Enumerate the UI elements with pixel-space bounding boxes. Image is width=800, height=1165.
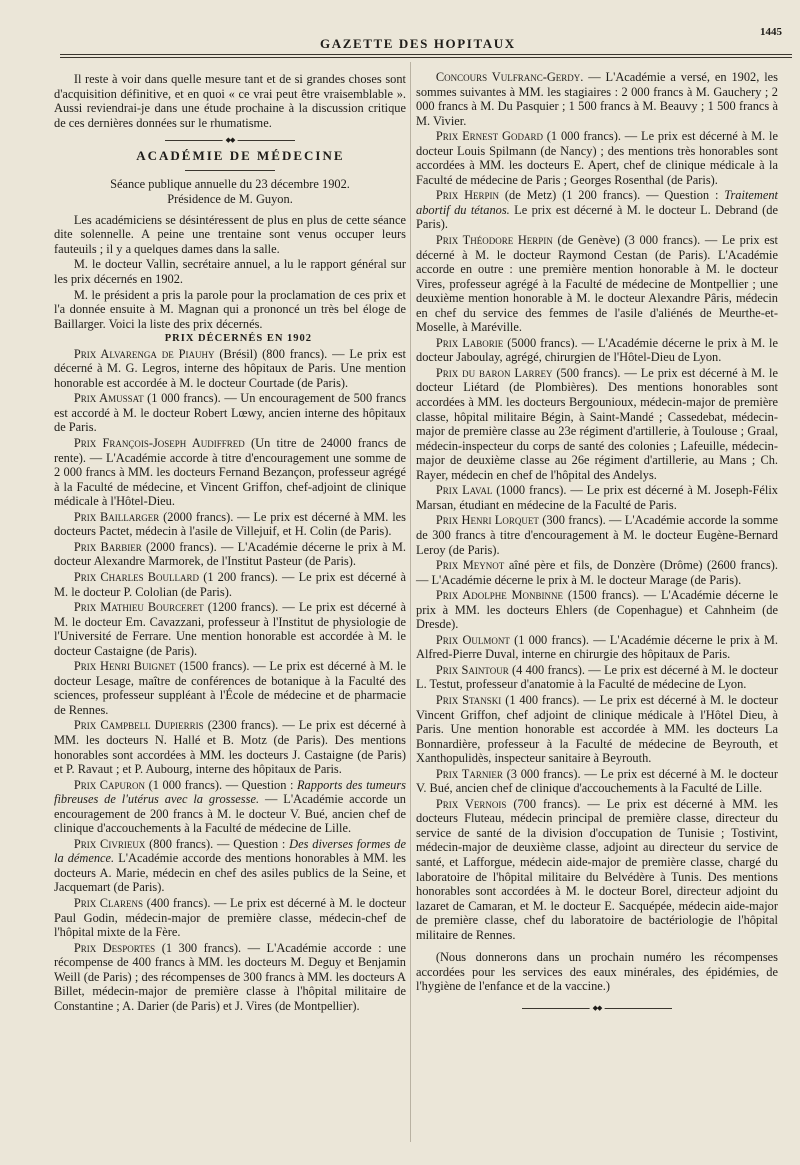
prize-name: Prix Herpin (435, 188, 500, 203)
prize-entry (54, 896, 406, 940)
prize-question: Des diverses formes de la démence. (54, 836, 406, 866)
prize-question: Rapports des tumeurs fibreuses de l'utérus avec la grossesse. (54, 777, 406, 807)
prize-entry (54, 570, 406, 599)
prize-text: (2000 francs). — Le prix est décerné à MM. les docteurs Pactet, médecin à l'asile de Villejuif, et H. Colin (de Paris). (54, 509, 406, 539)
column-separator (410, 62, 411, 1142)
prize-text-after: — L'Académie accorde un encouragement de 200 francs à M. le docteur V. Bué, ancien chef de clinique d'accouchements à la Faculté de médecine de Lille. (54, 792, 406, 836)
prize-name: Prix Baillarger (73, 509, 160, 524)
title-underline (185, 170, 275, 171)
prize-name: Prix du baron Larrey (435, 365, 553, 380)
prize-text: (800 francs). — Question : (145, 836, 290, 851)
prize-name: Prix Adolphe Monbinne (435, 588, 564, 603)
prize-name: Prix Laborie (435, 335, 504, 350)
prize-entry (54, 347, 406, 391)
prize-text: (4 400 francs). — Le prix est décerné à M. le docteur L. Testut, professeur d'anatomie à la Faculté de médecine de Lyon. (416, 662, 778, 692)
prize-entry (54, 837, 406, 895)
prize-name: Prix Tarnier (435, 766, 503, 781)
prize-name: Prix Vernois (435, 796, 507, 811)
prize-name: Prix Campbell Dupierris (73, 718, 204, 733)
prize-entry (54, 778, 406, 836)
prize-entry (416, 633, 778, 662)
prize-entry (416, 336, 778, 365)
prize-text: . — L'Académie a versé, en 1902, les sommes suivantes à MM. les stagiaires : 2 000 francs à M. Gauchery ; 2 000 francs à M. Du Pasquier ; 1 500 francs à M. Beauvy ; 1 500 francs à M. Vivier. (416, 70, 778, 128)
prize-name: Prix Saintour (435, 662, 509, 677)
prize-name: Prix Alvarenga de Piauhy (73, 346, 215, 361)
prize-name: Prix Oulmont (435, 632, 510, 647)
prize-text: (de Genève) (3 000 francs). — Le prix est décerné à M. le docteur Raymond Cestan (de Paris). L'Académie accorde en outre : une première mention honorable à M. le docteur Vires, professeur agrégé à la Faculté de médecine de Montpellier ; une deuxième mention honorable à M. le docteur Alexandre Pâris, médecin en chef du service des femmes de l'asile d'aliénés de Meurthe-et-Moselle, à Maréville. (416, 233, 778, 335)
body-paragraph: M. le président a pris la parole pour la proclamation de ces prix et l'a donnée ensuite à M. Magnan qui a prononcé un très bel éloge de Baillarger. Voici la liste des prix décernés. (54, 287, 406, 331)
prize-text: (2000 francs). — L'Académie décerne le prix à M. docteur Alexandre Marmorek, de l'Institut Pasteur (de Paris). (54, 539, 406, 569)
prize-text: (1 000 francs). — Question : (145, 777, 297, 792)
seance-line: Séance publique annuelle du 23 décembre 1902. (110, 176, 350, 191)
prize-entry (416, 513, 778, 557)
prize-text: (3 000 francs). — Le prix est décerné à M. le docteur V. Bué, ancien chef de clinique d'accouchements à la Faculté de Lille. (416, 766, 778, 796)
prize-entry (416, 233, 778, 335)
prize-text: (400 francs). — Le prix est décerné à M. le docteur Paul Godin, médecin-major de première classe, médecin-chef de l'hôpital mixte de la Fère. (54, 895, 406, 940)
prize-entry (54, 718, 406, 776)
prize-name: Prix Capuron (73, 777, 146, 792)
prize-entry (54, 510, 406, 539)
prize-entry (54, 540, 406, 569)
page-number: 1445 (760, 26, 782, 38)
prize-text: (2300 francs). — Le prix est décerné à MM. les docteurs N. Hallé et B. Motz (de Paris). Des mentions honorables sont accordées à MM. les docteurs J. Castaigne (de Paris) et P. Ravaut ; et P. Aubourg, interne des hôpitaux de Paris. (54, 718, 406, 777)
body-paragraph: Les académiciens se désintéressent de plus en plus de cette séance dite solennelle. A peine une trentaine sont venus occuper leurs fauteuils ; il y a quelques dames dans la salle. (54, 212, 406, 256)
prize-text: (1 400 francs). — Le prix est décerné à M. le docteur Vincent Griffon, chef adjoint de clinique médicale à l'Hôtel Dieu, à Paris. Une mention honorable est accordée à MM. les docteurs La Bonnardière, professeur à la Faculté de médecine de Beyrouth, et Xanthopulidès, inspecteur sanitaire à Beyrouth. (416, 692, 778, 766)
prizes-heading: PRIX DÉCERNÉS EN 1902 (164, 333, 313, 345)
prize-question: Traitement abortif du tétanos. (416, 188, 778, 217)
prize-text: (1 000 francs). — Le prix est décerné à M. le docteur Louis Spilmann (de Nancy) ; des mentions très honorables sont accordées à MM. les docteurs E. Apert, chef de clinique médicale à la Faculté de médecine de Paris ; Georges Rosenthal (de Paris). (416, 129, 778, 187)
prize-entry (54, 659, 406, 717)
header-rule (60, 54, 792, 58)
prize-name: Prix Théodore Herpin (435, 233, 553, 248)
prize-text-after: L'Académie accorde des mentions honorables à MM. les docteurs A. Marie, médecin en chef des asiles publics de la Seine, et Jacquemart (de Paris). (54, 851, 407, 895)
prize-text: (5000 francs). — L'Académie décerne le prix à M. le docteur Jaboulay, agrégé, chirurgien de l'Hôtel-Dieu de Lyon. (416, 335, 778, 365)
prize-name: Prix Laval (435, 483, 493, 498)
prize-entry (416, 366, 778, 482)
prize-name: Concours Vulfranc-Gerdy (435, 70, 581, 84)
section-divider (165, 140, 295, 141)
prize-entry (54, 436, 406, 509)
prize-entry (416, 663, 778, 692)
prize-entry (54, 600, 406, 658)
prize-text: (500 francs). — Le prix est décerné à M. le docteur Liétard (de Plombières). Des mentions honorables sont accordées à MM. les docteurs Bergounioux, médecin-major de première classe, hôpital militaire Bégin, à Saint-Mandé ; Cassedebat, médecin-major de première classe au 23e régiment d'artillerie, à Toulouse ; Graal, médecin-inspecteur du corps de santé des colonies ; Lafeuille, médecin-major de deuxième classe au 26e régiment d'artillerie, au Mans ; Ch. Rayer, médecin en chef de l'hôpital des Andelys. (416, 365, 779, 482)
prize-text: (1000 francs). — Le prix est décerné à M. Joseph-Félix Marsan, étudiant en médecine de la Faculté de Paris. (416, 483, 778, 512)
prize-name: Prix Henri Buignet (73, 659, 176, 674)
prize-text: (1 000 francs). — Un encouragement de 500 francs est accordé à M. le docteur Robert Lœwy, ancien interne des hôpitaux de Paris. (54, 391, 407, 435)
prize-entry (416, 70, 778, 128)
body-paragraph: M. le docteur Vallin, secrétaire annuel, a lu le rapport général sur les prix décernés en 1902. (54, 257, 406, 287)
right-column (416, 70, 778, 1009)
prize-name: Prix Mathieu Bourceret (73, 600, 204, 615)
prize-name: Prix Clarens (73, 895, 144, 910)
prize-entry (54, 391, 406, 435)
prize-text: (1 300 francs). — L'Académie accorde : une récompense de 400 francs à MM. les docteurs M. Deguy et Benjamin Weill (de Paris) ; des récompenses de 300 francs à MM. les docteurs A Billet, médecin-major de première classe à l'hôpital militaire de Constantine ; A. Darier (de Paris) et J. Vires (de Montpellier). (54, 940, 406, 1013)
prize-entry (416, 797, 778, 942)
intro-paragraph: Il reste à voir dans quelle mesure tant et de si grandes choses sont d'acquisition définitive, et en quoi « ce vrai peut être vraisemblable ». Aussi reviendrai-je dans une étude prochaine à la discussion critique de ces dernières données sur le rhumatisme. (54, 72, 406, 130)
running-head-title: GAZETTE DES HOPITAUX (320, 36, 516, 51)
prize-name: Prix Henri Lorquet (435, 513, 539, 528)
page-header (0, 0, 800, 62)
prize-text: (1500 francs). — L'Académie décerne le prix à MM. les docteurs Ehlers (de Copenhague) et Cahnheim (de Dresde). (416, 588, 778, 632)
prize-name: Prix Amussat (73, 391, 144, 406)
prize-text: (700 francs). — Le prix est décerné à MM. les docteurs Fluteau, médecin principal de première classe, directeur du service de santé de la division d'occupation de Tunisie ; Tostivint, médecin-major de deuxième classe, adjoint au directeur du service de santé, et Lafforgue, médecin aide-major de première classe, chargé du laboratoire de l'hôpital militaire du Belvédère à Tunis. Des mentions honorables sont accordées à M. le docteur Borel, directeur adjoint du lazaret de Camaran, et M. le docteur E. Sacquépée, médecin aide-major de première classe, chef du laboratoire de bactériologie de l'hôpital militaire de Rennes. (416, 796, 779, 942)
end-divider (522, 1008, 672, 1009)
prize-text: aîné père et fils, de Donzère (Drôme) (2600 francs). — L'Académie décerne le prix à M. le docteur Marage (de Paris). (416, 558, 779, 587)
prize-entry (416, 693, 778, 766)
prize-text: (1200 francs). — Le prix est décerné à M. le docteur Em. Cavazzani, professeur à l'Institut de physiologie de l'Université de Ferrare. Une mention honorable est accordée à M. le docteur Castaigne (de Paris). (54, 600, 406, 658)
section-title: ACADÉMIE DE MÉDECINE (136, 148, 345, 164)
prize-text: (Un titre de 24000 francs de rente). — L'Académie accorde à titre d'encouragement une somme de 2 000 francs à MM. les docteurs Fernand Bezançon, professeur agrégé à la Faculté de médecine, et Vincent Griffon, chef-adjoint de clinique médicale à l'Hôtel-Dieu. (54, 436, 406, 509)
left-column (54, 72, 406, 1013)
prize-name: Prix Civrieux (73, 836, 146, 851)
prize-name: Prix Barbier (73, 539, 142, 554)
prize-entry (416, 558, 778, 587)
prize-name: Prix Stanski (435, 692, 502, 707)
closing-note: (Nous donnerons dans un prochain numéro les récompenses accordées pour les services des eaux minérales, des épidémies, de l'hygiène de l'enfance et de la vaccine.) (416, 950, 778, 994)
prize-text: (de Metz) (1 200 francs). — Question : (499, 188, 725, 203)
right-prize-list (416, 70, 778, 942)
prize-entry (54, 941, 406, 1014)
prize-text: (1 000 francs). — L'Académie décerne le prix à M. Alfred-Pierre Duval, interne en chirurgie des hôpitaux de Paris. (416, 632, 778, 662)
prize-entry (416, 188, 778, 232)
prize-text: (1 200 francs). — Le prix est décerné à M. le docteur P. Cololian (de Paris). (54, 569, 406, 599)
prize-text: (Brésil) (800 francs). — Le prix est décerné à M. G. Legros, interne des hôpitaux de Paris. Une mention honorable est accordée à M. le docteur Courtade (de Paris). (54, 346, 407, 390)
prize-entry (416, 767, 778, 796)
prize-name: Prix Charles Boullard (73, 569, 200, 584)
prize-name: Prix Ernest Godard (435, 129, 543, 144)
prize-text-after: Le prix est décerné à M. le docteur L. Debrand (de Paris). (416, 202, 778, 232)
prize-text: (300 francs). — L'Académie accorde la somme de 300 francs à titre d'encouragement à M. le docteur Eugène-Bernard Leroy (de Paris). (416, 513, 778, 557)
prize-name: Prix Meynot (435, 558, 505, 573)
prize-entry (416, 129, 778, 187)
prize-text: (1500 francs). — Le prix est décerné à M. le docteur Lesage, maître de conférences de botanique à la Faculté des sciences, professeur suppléant à l'École de médecine et de pharmacie de Rennes. (54, 659, 406, 717)
prize-name: Prix François-Joseph Audiffred (73, 436, 245, 451)
prize-entry (416, 483, 778, 512)
prize-entry (416, 588, 778, 632)
presidence-line: Présidence de M. Guyon. (167, 192, 293, 207)
prize-name: Prix Desportes (73, 940, 156, 955)
left-prize-list (54, 347, 406, 1014)
